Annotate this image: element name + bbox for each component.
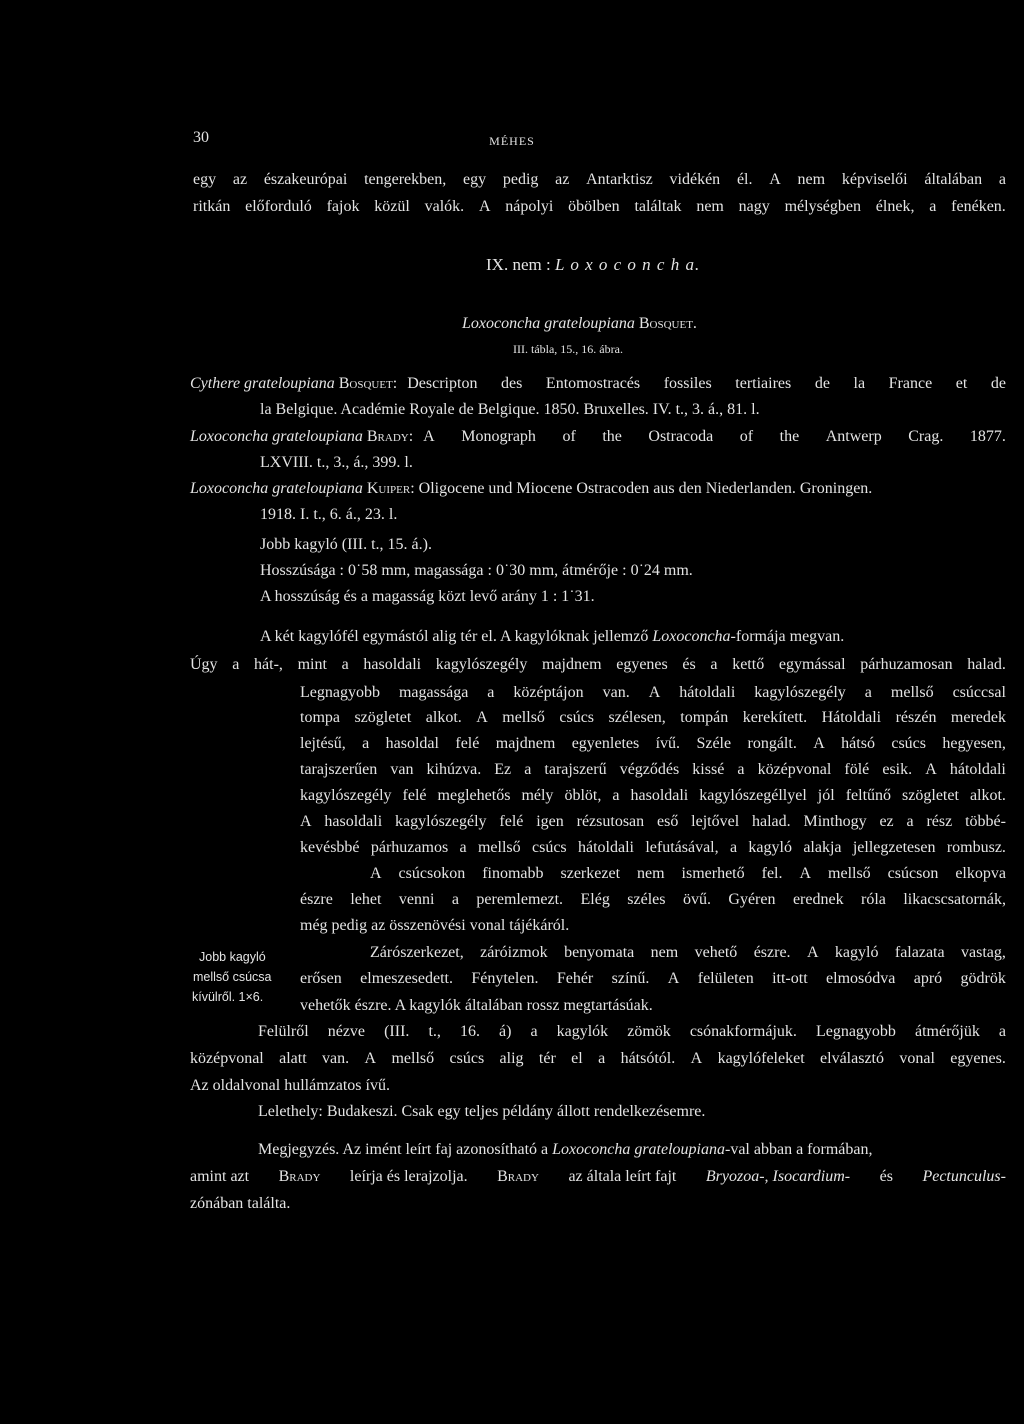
word: A <box>648 684 661 701</box>
word: falazata <box>894 944 945 961</box>
word: A <box>300 813 312 830</box>
word: de <box>990 375 1006 392</box>
word: fossiles <box>663 375 712 392</box>
word: kagylók <box>556 1023 609 1040</box>
figure-caption-line-1: Jobb kagyló <box>199 950 266 964</box>
word: felé <box>499 813 524 830</box>
word: ívű. <box>655 735 681 752</box>
genus-name: L o x o c o n c h a. <box>554 255 701 274</box>
word: zömök <box>627 1023 671 1040</box>
word: ismerhető <box>681 865 745 882</box>
word: csúcs <box>532 839 567 856</box>
description-p3-line-1 <box>370 864 1006 884</box>
description-p4-line-3: vehetők észre. A kagylók általában rossz megtartásúak. <box>300 997 653 1014</box>
word: ez <box>879 813 894 830</box>
word: fel. <box>761 865 783 882</box>
word: záróizmok <box>480 944 548 961</box>
running-title: MÉHES <box>489 134 535 148</box>
word: the <box>779 428 800 445</box>
word: előforduló <box>245 198 312 215</box>
species-name: Loxoconcha grateloupiana <box>462 315 635 332</box>
word: kagylófeleket <box>717 1050 805 1067</box>
description-p4-line-2 <box>300 969 1006 989</box>
word: vidékén <box>669 171 721 188</box>
word: mellső <box>828 865 871 882</box>
word: apró <box>913 970 943 987</box>
word: A <box>667 970 680 987</box>
intro-line-1 <box>193 170 1006 190</box>
word: él. <box>736 171 753 188</box>
word: tompán <box>680 709 729 726</box>
word: nem <box>637 865 665 882</box>
word: venni <box>398 891 435 908</box>
word: a <box>487 684 495 701</box>
word: rombusz. <box>946 839 1006 856</box>
word: egymással <box>778 656 846 673</box>
word: Monograph <box>461 428 536 445</box>
word: rongált. <box>747 735 797 752</box>
word: Elég <box>580 891 610 908</box>
synonym-2-line-1: Loxoconcha grateloupiana Brady: A Monograph of the Ostracoda of the Antwerp Crag. 1877. <box>190 428 1006 445</box>
word: A <box>423 428 435 445</box>
word: többé- <box>965 813 1006 830</box>
species-ref: Loxoconcha grateloupiana <box>552 1141 725 1158</box>
description-p5-line-3: Az oldalvonal hullámzatos ívű. <box>190 1077 390 1094</box>
word: találtak <box>634 198 682 215</box>
word: de <box>814 375 830 392</box>
word: gödrök <box>960 970 1006 987</box>
figure-caption-line-3: kívülről. 1×6. <box>192 990 264 1004</box>
word: erősen <box>300 970 342 987</box>
word: nagy <box>738 198 770 215</box>
word: el <box>571 1050 583 1067</box>
word: egyenes <box>616 656 668 673</box>
description-text: A két kagylófél egymástól alig tér el. A kagylóknak jellemző <box>260 628 649 645</box>
note-text: amint azt <box>190 1168 250 1185</box>
word: A <box>769 171 781 188</box>
word: van. <box>322 1050 350 1067</box>
word: lejtővel <box>691 813 740 830</box>
word: csúcs <box>449 1050 485 1067</box>
word: szögletet <box>354 709 412 726</box>
word: A <box>690 1050 703 1067</box>
taxon-ref: Pectunculus- <box>922 1168 1006 1185</box>
word: jól <box>817 787 835 804</box>
word: A <box>813 735 825 752</box>
word: szélesen, <box>608 709 666 726</box>
word: tarajszerű <box>544 761 607 778</box>
word: Antarktisz <box>586 171 653 188</box>
note-text: -val abban a formában, <box>725 1141 873 1158</box>
word: párhuzamosan <box>860 656 953 673</box>
word: a <box>598 1050 606 1067</box>
taxon-ref: Bryozoa-, Isocardium- <box>705 1168 851 1185</box>
word: képviselői <box>841 171 908 188</box>
note-text: az általa leírt fajt <box>568 1168 677 1185</box>
word: Fénytelen. <box>471 970 539 987</box>
word: egy <box>193 171 217 188</box>
word: a <box>929 198 937 215</box>
word: valók. <box>424 198 465 215</box>
description-line-2 <box>190 655 1006 675</box>
word: nápolyi <box>505 198 554 215</box>
word: Legnagyobb <box>300 684 380 701</box>
word: északeurópai <box>263 171 348 188</box>
word: párhuzamos <box>370 839 449 856</box>
description-line-1 <box>260 627 844 647</box>
word: tertiaires <box>735 375 792 392</box>
word: mellső <box>890 684 934 701</box>
word: Hátoldali <box>821 709 882 726</box>
word: kagylószegély <box>754 684 846 701</box>
figure-reference: III. tábla, 15., 16. ábra. <box>513 342 623 356</box>
measurement-dimensions: Hosszúsága : 0˙58 mm, magassága : 0˙30 mm, átmérője : 0˙24 mm. <box>260 562 693 579</box>
note-line-3: zónában találta. <box>190 1195 291 1212</box>
word: France <box>888 375 933 392</box>
word: Széle <box>696 735 732 752</box>
synonym-1-author: Bosquet <box>338 375 393 392</box>
word: nem <box>797 171 826 188</box>
intro-line-2 <box>193 197 1006 217</box>
synonym-3-line-1: Loxoconcha grateloupiana Kuiper: Oligocene und Miocene Ostracoden aus den Niederlanden. Groningen. <box>190 480 873 497</box>
word: hátoldali <box>949 761 1006 778</box>
word: középvonal <box>190 1050 264 1067</box>
word: likacscsatornák, <box>903 891 1006 908</box>
description-p2-line-1 <box>300 683 1006 703</box>
word: Zárószerkezet, <box>370 944 464 961</box>
word: csúcsokon <box>398 865 466 882</box>
word: fölé <box>844 761 870 778</box>
word: alig <box>499 1050 524 1067</box>
synonym-3-title: Oligocene und Miocene Ostracoden aus den Niederlanden. Groningen. <box>418 480 873 497</box>
word: elkopva <box>955 865 1006 882</box>
word: tér <box>538 1050 556 1067</box>
word: mellső <box>391 1050 435 1067</box>
description-p2-line-6 <box>300 812 1006 832</box>
word: kagyló <box>748 839 792 856</box>
word: Entomostracés <box>545 375 641 392</box>
note-text: és <box>879 1168 893 1185</box>
species-author: Bosquet. <box>638 315 697 332</box>
word: A <box>478 198 491 215</box>
word: a <box>459 839 467 856</box>
word: részén <box>895 709 937 726</box>
word: kagylószegéllyel <box>699 787 807 804</box>
word: Fehér <box>556 970 594 987</box>
word: hátoldali <box>679 684 736 701</box>
word: rézsutosan <box>576 813 645 830</box>
word: nem <box>696 198 724 215</box>
word: Ez <box>494 761 512 778</box>
word: a <box>524 761 532 778</box>
word: hasoldali <box>630 787 689 804</box>
word: a <box>864 684 872 701</box>
word: alatt <box>279 1050 307 1067</box>
word: et <box>955 375 968 392</box>
word: vonal <box>899 1050 935 1067</box>
page-number: 30 <box>193 129 209 146</box>
word: majdnem <box>495 735 556 752</box>
word: a <box>612 787 620 804</box>
word: elmeszesedett. <box>360 970 453 987</box>
synonym-3-line-2: 1918. I. t., 6. á., 23. l. <box>260 506 398 523</box>
word: feltűnő <box>845 787 892 804</box>
word: övű. <box>682 891 711 908</box>
word: alkot. <box>969 787 1006 804</box>
word: egy <box>463 171 487 188</box>
word: észre <box>300 891 333 908</box>
word: öblöt, <box>564 787 602 804</box>
word: kevésbbé <box>300 839 360 856</box>
synonym-2-name: Loxoconcha grateloupiana <box>190 428 363 445</box>
word: róla <box>861 891 886 908</box>
synonym-2-author: Brady <box>366 428 409 445</box>
word: A <box>806 944 819 961</box>
word: elválasztó <box>820 1050 884 1067</box>
word: fajok <box>326 198 360 215</box>
word: van <box>390 761 414 778</box>
word: mély <box>521 787 554 804</box>
word: a <box>341 656 349 673</box>
word: vastag, <box>961 944 1006 961</box>
note-line-1 <box>258 1140 872 1160</box>
word: halad. <box>751 813 791 830</box>
synonym-3-author: Kuiper <box>366 480 411 497</box>
word: itt-ott <box>772 970 808 987</box>
word: az <box>555 171 570 188</box>
word: a <box>737 761 745 778</box>
species-heading <box>462 314 697 334</box>
word: átmérőjük <box>914 1023 980 1040</box>
word: kissé <box>692 761 725 778</box>
word: csúcs <box>891 735 926 752</box>
description-p3-line-2 <box>300 890 1006 910</box>
word: hegyesen, <box>942 735 1006 752</box>
word: esik. <box>882 761 913 778</box>
word: tarajszerűen <box>300 761 378 778</box>
description-p2-line-2 <box>300 708 1006 728</box>
word: eső <box>656 813 679 830</box>
word: the <box>602 428 622 445</box>
word: nem <box>650 944 679 961</box>
synonym-1-line-1: Cythere grateloupiana Bosquet: Descripton des Entomostracés fossiles tertiaires de la France et de <box>190 375 1006 392</box>
word: of <box>739 428 754 445</box>
description-p2-line-4 <box>300 760 1006 780</box>
word: a <box>729 839 738 856</box>
word: egyenes. <box>950 1050 1006 1067</box>
word: felületen <box>697 970 754 987</box>
description-p2-line-7 <box>300 838 1006 858</box>
word: meglehetős <box>437 787 511 804</box>
word: hasoldal <box>385 735 439 752</box>
word: csúcson <box>887 865 939 882</box>
word: erednek <box>792 891 844 908</box>
synonym-1-name: Cythere grateloupiana <box>190 375 335 392</box>
word: általában <box>924 171 983 188</box>
genus-ref: Loxoconcha <box>652 628 731 645</box>
word: A <box>476 709 488 726</box>
word: mellső <box>477 839 521 856</box>
word: lejtésű, <box>300 735 346 752</box>
synonym-2-title <box>423 427 1006 447</box>
word: alkot. <box>425 709 462 726</box>
word: szerkezet <box>560 865 621 882</box>
note-line-2 <box>190 1167 1006 1187</box>
word: Gyéren <box>728 891 776 908</box>
synonym-1-title <box>407 374 1006 394</box>
word: kihúzva. <box>426 761 482 778</box>
word: majdnem <box>542 656 602 673</box>
word: jellegzetesen <box>852 839 936 856</box>
author-ref: Brady <box>497 1168 539 1185</box>
word: szögletet <box>902 787 959 804</box>
word: finomabb <box>482 865 544 882</box>
word: a <box>530 1023 538 1040</box>
word: rész <box>926 813 953 830</box>
word: észre. <box>753 944 791 961</box>
word: hasoldali <box>363 656 422 673</box>
word: lefutásával, <box>645 839 719 856</box>
word: alakja <box>803 839 842 856</box>
word: kerekített. <box>742 709 808 726</box>
word: kettő <box>732 656 765 673</box>
word: középtájon <box>513 684 584 701</box>
word: Minthogy <box>803 813 867 830</box>
locality: Lelethely: Budakeszi. Csak egy teljes példány állott rendelkezésemre. <box>258 1103 706 1120</box>
word: hát-, <box>254 656 283 673</box>
word: hátoldali <box>578 839 634 856</box>
word: pedig <box>502 171 539 188</box>
word: tengerekben, <box>364 171 447 188</box>
word: Ostracoda <box>648 428 714 445</box>
word: végződés <box>619 761 680 778</box>
synonym-3-name: Loxoconcha grateloupiana <box>190 480 363 497</box>
figure-caption-line-2: mellső csúcsa <box>193 970 272 984</box>
word: mélységben <box>784 198 861 215</box>
word: des <box>501 375 523 392</box>
word: a <box>906 813 914 830</box>
description-p2-line-3 <box>300 734 1006 754</box>
word: á) <box>498 1023 512 1040</box>
word: van. <box>602 684 630 701</box>
word: (III. <box>384 1023 410 1040</box>
word: Legnagyobb <box>815 1023 896 1040</box>
word: és <box>682 656 696 673</box>
word: felé <box>455 735 480 752</box>
word: t., <box>428 1023 441 1040</box>
description-p2-line-5 <box>300 786 1006 806</box>
description-text: -formája megvan. <box>730 628 845 645</box>
word: Antwerp <box>825 428 882 445</box>
word: hátsó <box>841 735 875 752</box>
word: peremlemezt. <box>476 891 564 908</box>
word: mellső <box>502 709 545 726</box>
word: A <box>799 865 812 882</box>
word: középvonal <box>757 761 832 778</box>
word: a <box>232 656 240 673</box>
word: kagylószegély <box>300 787 392 804</box>
word: a <box>362 735 370 752</box>
word: a <box>998 171 1006 188</box>
word: tompa <box>300 709 340 726</box>
description-p5-line-1 <box>258 1022 1006 1042</box>
word: kagyló <box>834 944 879 961</box>
description-p4-line-1 <box>370 943 1006 963</box>
word: meredek <box>950 709 1006 726</box>
word: csónakformájuk. <box>689 1023 797 1040</box>
word: benyomata <box>564 944 635 961</box>
word: A <box>364 1050 377 1067</box>
word: nézve <box>327 1023 366 1040</box>
word: A <box>925 761 937 778</box>
word: of <box>562 428 576 445</box>
word: színű. <box>611 970 650 987</box>
note-text: Megjegyzés. Az imént leírt faj azonosítható a <box>258 1141 549 1158</box>
word: egyenletes <box>571 735 640 752</box>
word: Descripton <box>407 375 478 392</box>
genus-heading <box>486 255 700 275</box>
word: felé <box>402 787 427 804</box>
word: öbölben <box>568 198 620 215</box>
word: la <box>853 375 866 392</box>
word: lehet <box>350 891 382 908</box>
description-p5-line-2 <box>190 1049 1006 1069</box>
word: vehető <box>694 944 738 961</box>
word: halad. <box>967 656 1006 673</box>
word: kagylószegély <box>435 656 528 673</box>
author-ref: Brady <box>278 1168 321 1185</box>
synonym-1-line-2: la Belgique. Académie Royale de Belgique. 1850. Bruxelles. IV. t., 3. á., 81. l. <box>260 401 760 418</box>
word: kagylószegély <box>395 813 487 830</box>
word: fenéken. <box>951 198 1006 215</box>
measurement-ratio: A hosszúság és a magasság közt levő arány 1 : 1˙31. <box>260 588 595 605</box>
word: közül <box>374 198 410 215</box>
word: igen <box>536 813 564 830</box>
word: ritkán <box>193 198 231 215</box>
word: csúcs <box>559 709 595 726</box>
word: 16. <box>459 1023 480 1040</box>
synonym-2-line-2: LXVIII. t., 3., á., 399. l. <box>260 454 413 471</box>
word: a <box>998 1023 1006 1040</box>
word: magassága <box>398 684 469 701</box>
note-text: leírja és lerajzolja. <box>349 1168 468 1185</box>
measurement-specimen: Jobb kagyló (III. t., 15. á.). <box>260 536 432 553</box>
word: mint <box>297 656 327 673</box>
word: Úgy <box>190 656 218 673</box>
word: az <box>232 171 248 188</box>
word: 1877. <box>969 428 1006 445</box>
word: Felülről <box>258 1023 309 1040</box>
word: Crag. <box>908 428 944 445</box>
word: hasoldali <box>324 813 383 830</box>
genus-prefix: IX. nem : <box>486 255 551 274</box>
word: hátsótól. <box>620 1050 676 1067</box>
word: a <box>451 891 459 908</box>
word: széles <box>627 891 666 908</box>
word: a <box>710 656 718 673</box>
word: csúccsal <box>952 684 1006 701</box>
word: elmosódva <box>826 970 896 987</box>
word: élnek, <box>875 198 915 215</box>
description-p3-line-3: még pedig az összenövési vonal tájékáról. <box>300 917 570 934</box>
word: A <box>370 865 382 882</box>
